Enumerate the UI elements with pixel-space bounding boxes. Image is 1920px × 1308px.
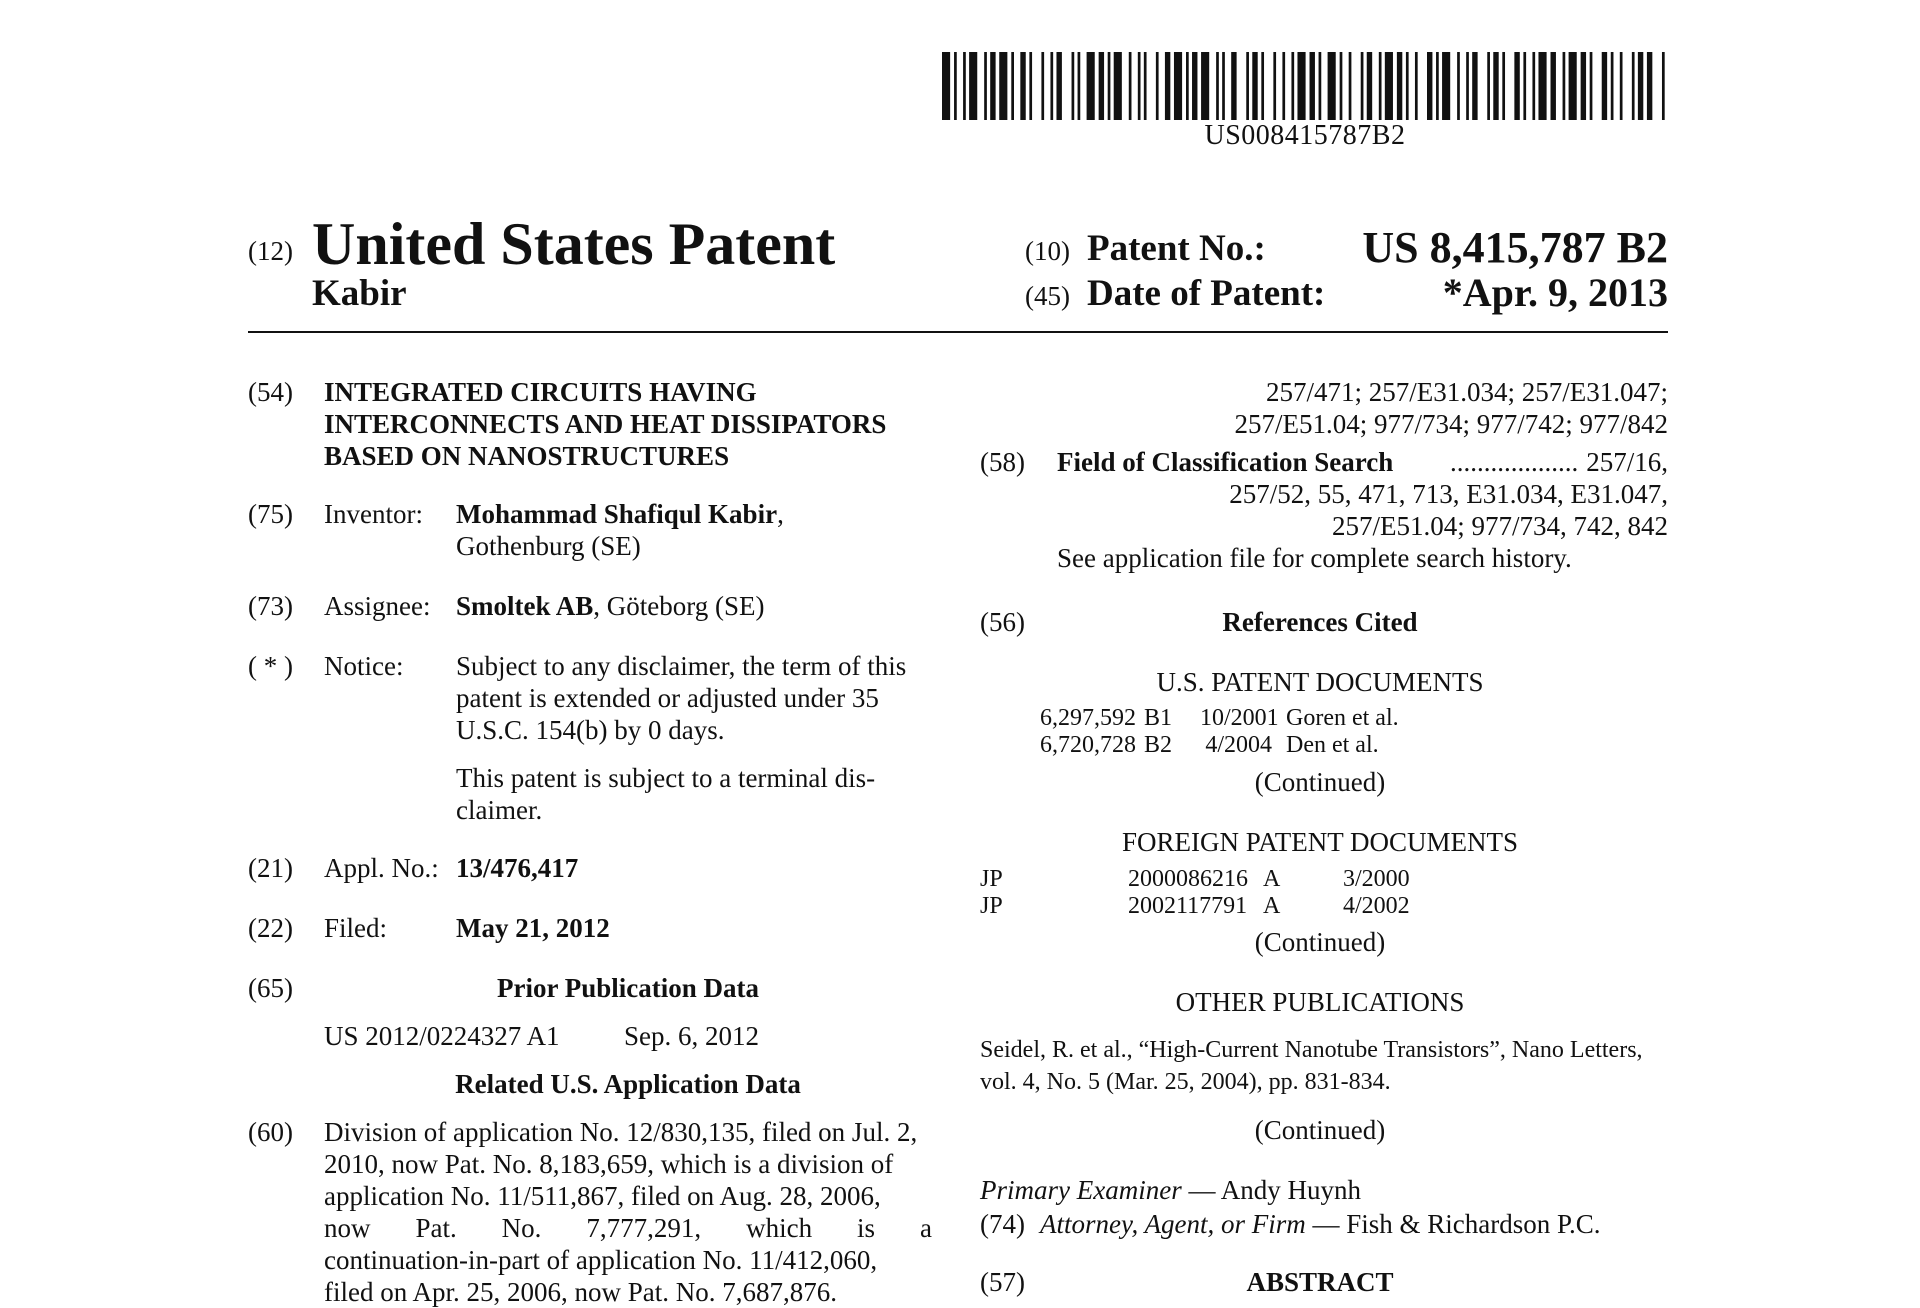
- field-note: See application file for complete search history.: [1057, 543, 1572, 573]
- barcode-bar: [1532, 52, 1535, 120]
- barcode-bar: [1581, 52, 1586, 120]
- code-10: (10): [1025, 236, 1070, 266]
- barcode-bar: [1590, 52, 1593, 120]
- continued-note: (Continued): [1254, 767, 1386, 797]
- barcode-bar: [1563, 52, 1566, 120]
- code-74: (74): [980, 1209, 1025, 1239]
- examiner-label: Primary Examiner: [980, 1175, 1182, 1205]
- invention-title: [324, 376, 886, 472]
- us-patent-table: [1040, 705, 1440, 759]
- prior-publication-heading: Prior Publication Data: [497, 973, 759, 1003]
- barcode-bar: [1072, 52, 1075, 120]
- field-line: 257/16,: [1586, 447, 1668, 477]
- barcode-bar: [1273, 52, 1276, 120]
- barcode-bar: [1174, 52, 1182, 120]
- barcode-bar: [1078, 52, 1081, 120]
- doc-number: 6,720,728: [1040, 732, 1136, 758]
- barcode-bar: [1569, 52, 1577, 120]
- doc-name: Goren et al.: [1286, 705, 1399, 731]
- barcode-bar: [1602, 52, 1607, 120]
- notice-line: Subject to any disclaimer, the term of this: [456, 651, 907, 681]
- barcode-bar: [1487, 52, 1490, 120]
- notice-line: This patent is subject to a terminal dis-: [456, 763, 876, 793]
- code-12: (12): [248, 236, 293, 266]
- field-line: 257/E51.04; 977/734, 742, 842: [1332, 511, 1668, 541]
- barcode-bar: [1050, 52, 1053, 120]
- barcode-bar: [1551, 52, 1556, 120]
- table-row: [980, 866, 1430, 893]
- examiner-dash: —: [1181, 1175, 1221, 1205]
- barcode-bar: [1367, 52, 1372, 120]
- code-54: (54): [248, 377, 293, 407]
- field-line: 257/52, 55, 471, 713, E31.034, E31.047,: [1229, 479, 1668, 509]
- related-line: application No. 11/511,867, filed on Aug. 28, 2006,: [324, 1181, 881, 1211]
- primary-examiner: [980, 1174, 1361, 1206]
- code-22: (22): [248, 913, 293, 943]
- barcode-bar: [1261, 52, 1264, 120]
- barcode-bar: [1436, 52, 1439, 120]
- doc-number: 2002117791: [1128, 893, 1248, 919]
- barcode-bar: [1457, 52, 1460, 120]
- doc-date: 4/2004: [1205, 732, 1272, 758]
- barcode-bar: [1222, 52, 1225, 120]
- barcode-bar: [1201, 52, 1209, 120]
- barcode-bar: [1493, 52, 1498, 120]
- attorney-label: Attorney, Agent, or Firm: [1040, 1209, 1306, 1239]
- barcode-bar: [1538, 52, 1546, 120]
- code-60: (60): [248, 1117, 293, 1147]
- barcode-bar: [1099, 52, 1104, 120]
- barcode-bar: [984, 52, 987, 120]
- notice-line: U.S.C. 154(b) by 0 days.: [456, 715, 725, 745]
- inventor-label: Inventor:: [324, 499, 423, 529]
- barcode-bar: [1291, 52, 1294, 120]
- code-notice: ( * ): [248, 651, 293, 681]
- barcode-bar: [969, 52, 977, 120]
- filed-date: May 21, 2012: [456, 913, 610, 943]
- barcode-bar: [1632, 52, 1635, 120]
- code-21: (21): [248, 853, 293, 883]
- barcode-bar: [999, 52, 1007, 120]
- patent-no-label: Patent No.:: [1087, 228, 1266, 269]
- us-classification: [1050, 376, 1668, 440]
- related-application-heading: Related U.S. Application Data: [455, 1069, 801, 1099]
- barcode-bar: [963, 52, 966, 120]
- inventor-comma: ,: [777, 499, 784, 529]
- inventor-name: Mohammad Shafiqul Kabir: [456, 499, 778, 529]
- examiner-name: Andy Huynh: [1220, 1175, 1361, 1205]
- field-of-classification: [1057, 446, 1668, 574]
- doc-kind: B2: [1144, 732, 1173, 758]
- barcode-bar: [1114, 52, 1122, 120]
- attorney: [1040, 1208, 1601, 1240]
- barcode-bar: [1165, 52, 1170, 120]
- barcode-bar: [942, 52, 950, 120]
- doc-kind: A: [1263, 893, 1281, 919]
- barcode-bar: [1406, 52, 1409, 120]
- header-rule: [248, 331, 1668, 333]
- inventor-field: [456, 498, 784, 562]
- related-line: now Pat. No. 7,777,291, which is a: [324, 1213, 932, 1243]
- title-line: INTEGRATED CIRCUITS HAVING: [324, 377, 757, 407]
- publication-line: Seidel, R. et al., “High-Current Nanotube Transistors”, Nano Letters,: [980, 1037, 1643, 1063]
- code-58: (58): [980, 447, 1025, 477]
- notice-line: patent is extended or adjusted under 35: [456, 683, 879, 713]
- field-label: Field of Classification Search: [1057, 447, 1394, 477]
- doc-number: 6,297,592: [1040, 705, 1136, 731]
- date-of-patent: *Apr. 9, 2013: [1442, 270, 1668, 315]
- other-publications-text: [980, 1034, 1668, 1098]
- assignee-city: , Göteborg (SE): [593, 591, 765, 621]
- barcode-bar: [1011, 52, 1014, 120]
- appl-no-label: Appl. No.:: [324, 853, 439, 883]
- table-row: [980, 893, 1430, 920]
- barcode-bar: [1361, 52, 1364, 120]
- notice-line: claimer.: [456, 795, 543, 825]
- barcode-bar: [1502, 52, 1505, 120]
- related-application-text: [324, 1116, 932, 1308]
- code-75: (75): [248, 499, 293, 529]
- prior-publication-date: Sep. 6, 2012: [624, 1021, 759, 1051]
- abstract-heading: ABSTRACT: [1246, 1267, 1394, 1297]
- code-57: (57): [980, 1267, 1025, 1297]
- doc-date: 4/2002: [1343, 893, 1410, 919]
- related-line: filed on Apr. 25, 2006, now Pat. No. 7,687,876.: [324, 1277, 837, 1307]
- barcode-bar: [1216, 52, 1219, 120]
- references-cited-heading: References Cited: [1222, 607, 1418, 637]
- doc-kind: B1: [1144, 705, 1173, 731]
- barcode-bar: [1415, 52, 1418, 120]
- barcode-bar: [1144, 52, 1147, 120]
- doc-name: Den et al.: [1286, 732, 1379, 758]
- barcode-bar: [1192, 52, 1197, 120]
- date-of-patent-label: Date of Patent:: [1087, 273, 1326, 314]
- title-line: INTERCONNECTS AND HEAT DISSIPATORS: [324, 409, 887, 439]
- barcode-bar: [1514, 52, 1519, 120]
- barcode-bar: [1662, 52, 1665, 120]
- barcode-bar: [1087, 52, 1095, 120]
- barcode-bar: [1349, 52, 1352, 120]
- foreign-patent-table: [980, 866, 1430, 920]
- barcode-bar: [1020, 52, 1025, 120]
- code-73: (73): [248, 591, 293, 621]
- barcode-bar: [1231, 52, 1236, 120]
- inventor-city: Gothenburg (SE): [456, 531, 641, 561]
- barcode-bar: [1379, 52, 1382, 120]
- barcode-bar: [1340, 52, 1343, 120]
- assignee-field: [456, 590, 765, 622]
- barcode-bar: [1319, 52, 1322, 120]
- doc-country: JP: [980, 866, 1003, 892]
- related-line: 2010, now Pat. No. 8,183,659, which is a division of: [324, 1149, 894, 1179]
- doc-kind: A: [1263, 866, 1281, 892]
- barcode-bar: [1328, 52, 1336, 120]
- barcode-bar: [1156, 52, 1159, 120]
- barcode-bar: [1252, 52, 1257, 120]
- assignee-label: Assignee:: [324, 591, 431, 621]
- foreign-patent-documents-heading: FOREIGN PATENT DOCUMENTS: [1121, 827, 1519, 857]
- code-56: (56): [980, 607, 1025, 637]
- barcode-bar: [1385, 52, 1393, 120]
- related-line: Division of application No. 12/830,135, filed on Jul. 2,: [324, 1117, 918, 1147]
- title-line: BASED ON NANOSTRUCTURES: [324, 441, 730, 471]
- doc-country: JP: [980, 893, 1003, 919]
- code-45: (45): [1025, 281, 1070, 311]
- barcode-bar: [1310, 52, 1315, 120]
- continued-note: (Continued): [1254, 1115, 1386, 1145]
- class-line: 257/E51.04; 977/734; 977/742; 977/842: [1234, 409, 1668, 439]
- barcode-number: US008415787B2: [1204, 120, 1406, 151]
- class-line: 257/471; 257/E31.034; 257/E31.047;: [1266, 377, 1668, 407]
- patent-number: US 8,415,787 B2: [1362, 223, 1668, 272]
- code-65: (65): [248, 973, 293, 1003]
- barcode-bar: [1442, 52, 1450, 120]
- patent-type-title: United States Patent: [312, 211, 836, 277]
- field-dots: ...................: [1449, 447, 1579, 477]
- barcode-bar: [1620, 52, 1623, 120]
- related-line: continuation-in-part of application No. 11/412,060,: [324, 1245, 878, 1275]
- barcode: [942, 52, 1668, 120]
- table-row: [1040, 732, 1440, 759]
- doc-number: 2000086216: [1128, 866, 1248, 892]
- prior-publication-number: US 2012/0224327 A1: [324, 1021, 560, 1051]
- publication-line: vol. 4, No. 5 (Mar. 25, 2004), pp. 831-834.: [980, 1069, 1391, 1095]
- barcode-bar: [1472, 52, 1477, 120]
- barcode-bar: [1029, 52, 1032, 120]
- assignee-name: Smoltek AB: [456, 591, 594, 621]
- barcode-bar: [1647, 52, 1652, 120]
- appl-no: 13/476,417: [456, 853, 579, 883]
- barcode-bar: [1041, 52, 1044, 120]
- notice-text: [456, 650, 932, 826]
- doc-date: 3/2000: [1343, 866, 1410, 892]
- barcode-bar: [1138, 52, 1141, 120]
- table-row: [1040, 705, 1440, 732]
- filed-label: Filed:: [324, 913, 388, 943]
- barcode-bar: [1246, 52, 1249, 120]
- barcode-bar: [1611, 52, 1614, 120]
- us-patent-documents-heading: U.S. PATENT DOCUMENTS: [1156, 667, 1484, 697]
- other-publications-heading: OTHER PUBLICATIONS: [1175, 987, 1465, 1017]
- continued-note: (Continued): [1254, 927, 1386, 957]
- barcode-bar: [990, 52, 995, 120]
- barcode-bar: [1427, 52, 1432, 120]
- barcode-bar: [1466, 52, 1469, 120]
- attorney-dash: —: [1305, 1209, 1347, 1239]
- barcode-bar: [1108, 52, 1111, 120]
- inventor-surname: Kabir: [312, 273, 407, 314]
- barcode-bar: [1282, 52, 1285, 120]
- doc-date: 10/2001: [1200, 705, 1279, 731]
- notice-label: Notice:: [324, 651, 404, 681]
- barcode-bar: [1297, 52, 1305, 120]
- barcode-bar: [954, 52, 957, 120]
- barcode-bar: [1397, 52, 1402, 120]
- barcode-bar: [1638, 52, 1643, 120]
- barcode-bar: [1523, 52, 1526, 120]
- barcode-bar: [1129, 52, 1132, 120]
- barcode-bar: [1186, 52, 1189, 120]
- attorney-name: Fish & Richardson P.C.: [1346, 1209, 1601, 1239]
- barcode-bar: [1056, 52, 1061, 120]
